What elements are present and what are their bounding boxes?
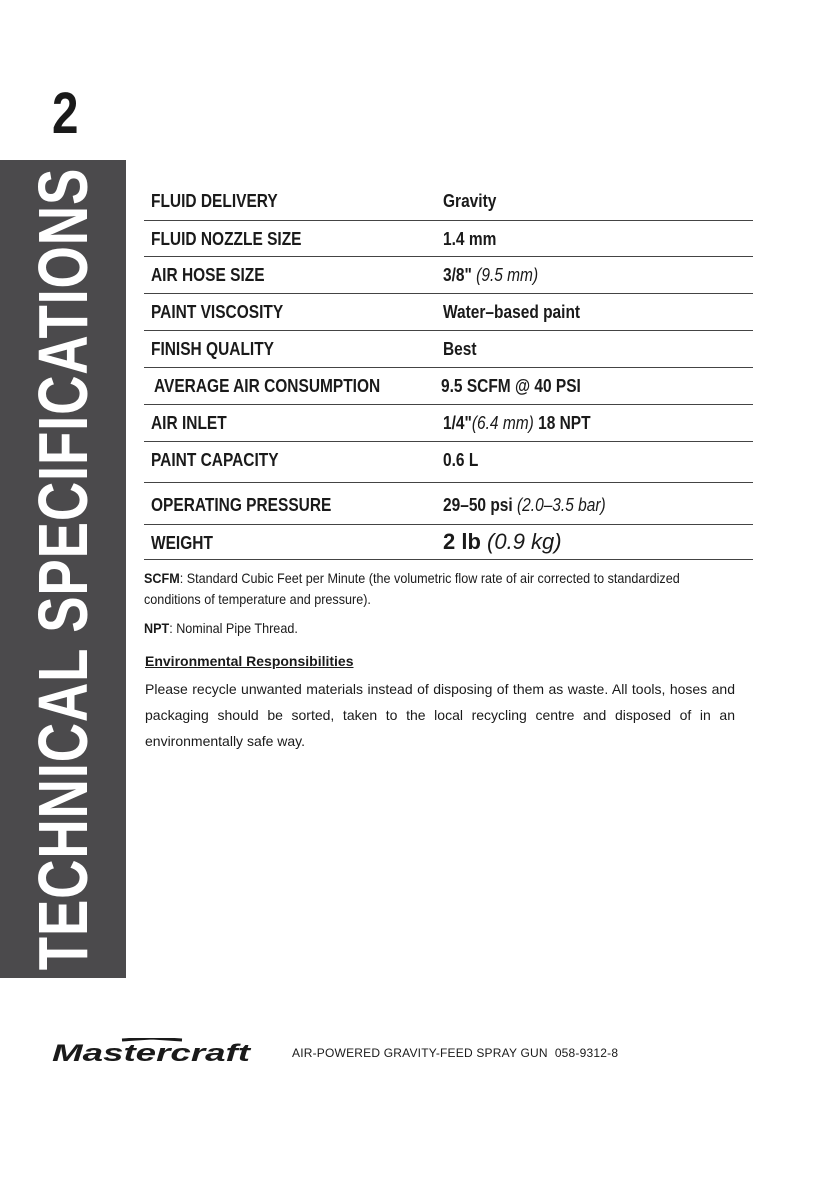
spec-table [144, 183, 753, 560]
spec-label: AVERAGE AIR CONSUMPTION [154, 376, 381, 396]
spec-label: FINISH QUALITY [151, 339, 274, 359]
spec-value: Water–based paint [443, 302, 581, 322]
spec-value: 2 lb [443, 529, 481, 554]
spec-value-thread: 18 NPT [538, 413, 591, 433]
spec-value: 9.5 SCFM @ 40 PSI [441, 376, 581, 396]
spec-value: 3/8" [443, 265, 472, 285]
side-band [0, 160, 126, 978]
spec-label: PAINT CAPACITY [151, 450, 279, 470]
footer-product-line [292, 1046, 618, 1060]
spec-value: 1.4 mm [443, 229, 497, 249]
spec-value-metric: (6.4 mm) [471, 413, 534, 433]
abbreviation-notes [144, 568, 744, 639]
spec-row [144, 442, 753, 478]
brand-logo [52, 1038, 252, 1069]
spec-row [144, 483, 753, 525]
scfm-definition: : Standard Cubic Feet per Minute (the volumetric flow rate of air corrected to standardized conditions of temperature and pressure). [144, 570, 680, 607]
spec-row [144, 221, 753, 257]
scfm-note [144, 568, 744, 610]
spec-row [144, 183, 753, 221]
spec-label: AIR INLET [151, 413, 227, 433]
environment-heading: Environmental Responsibilities [145, 653, 354, 669]
spec-label: AIR HOSE SIZE [151, 265, 265, 285]
page-number: 2 [52, 81, 79, 146]
spec-value: 1/4" [443, 413, 472, 433]
npt-note [144, 618, 744, 639]
spec-row [144, 294, 753, 331]
spec-label: WEIGHT [151, 533, 213, 553]
spec-label: PAINT VISCOSITY [151, 302, 284, 322]
spec-row [144, 257, 753, 294]
npt-definition: : Nominal Pipe Thread. [169, 620, 298, 636]
spec-value: 0.6 L [443, 450, 479, 470]
spec-value-metric: (2.0–3.5 bar) [517, 495, 606, 515]
spec-value-metric: (9.5 mm) [476, 265, 539, 285]
environment-body: Please recycle unwanted materials instead of disposing of them as waste. All tools, hoses and packaging should be sorted, taken to the local recycling centre and disposed of in an environmentally safe way. [145, 681, 735, 749]
spec-label: OPERATING PRESSURE [151, 495, 332, 515]
spec-row [144, 525, 753, 560]
section-title: TECHNICAL SPECIFICATIONS [24, 167, 102, 971]
product-name: AIR-POWERED GRAVITY-FEED SPRAY GUN [292, 1046, 548, 1060]
model-number: 058-9312-8 [554, 1046, 619, 1060]
spec-row [144, 331, 753, 368]
spec-row [144, 368, 753, 405]
mastercraft-logo-icon [52, 1038, 252, 1064]
scfm-term: SCFM [144, 570, 180, 586]
spec-value: Best [443, 339, 477, 359]
npt-term: NPT [144, 620, 170, 636]
spec-value: 29–50 psi [443, 495, 513, 515]
svg-text:Mastercraft: Mastercraft [52, 1040, 252, 1064]
spec-row [144, 405, 753, 442]
spec-value-metric: (0.9 kg) [487, 529, 562, 554]
spec-label: FLUID DELIVERY [151, 191, 278, 211]
spec-label: FLUID NOZZLE SIZE [151, 229, 302, 249]
spec-value: Gravity [443, 191, 497, 211]
